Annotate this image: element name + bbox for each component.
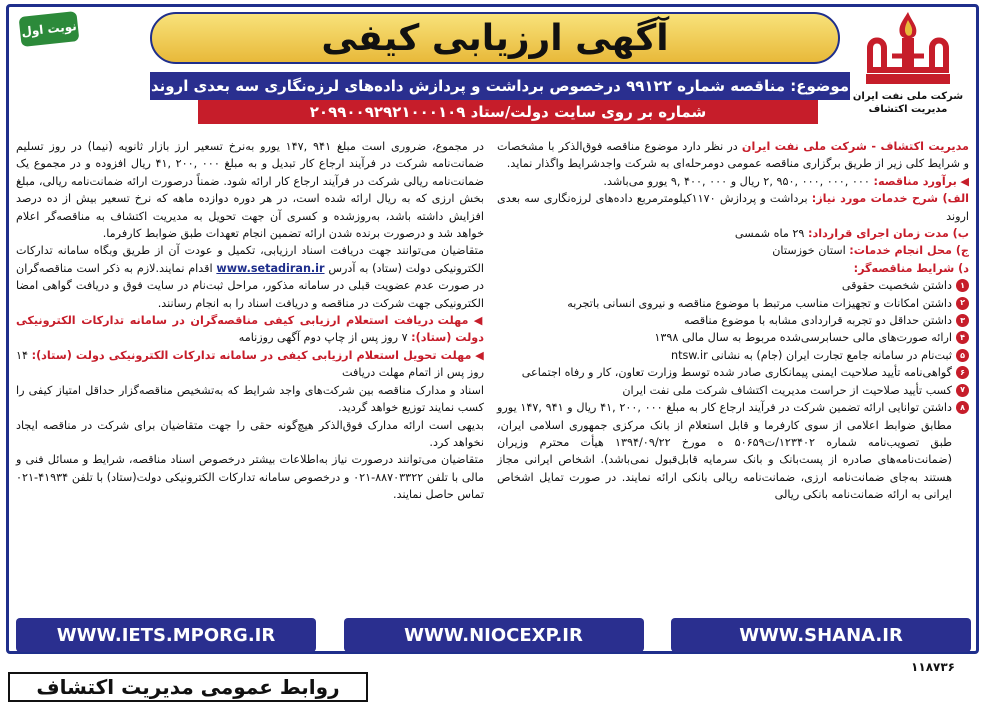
intro-text: در نظر دارد موضوع مناقصه فوق‌الذکر با مشخصات و شرایط کلی زیر از طریق برگزاری مناقصه عمومی دومرحله‌ای به شرکت واجدشرایط واگذار نماید. <box>497 140 969 171</box>
receive-deadline <box>16 312 484 347</box>
arrow-icon: ◀ <box>475 348 484 362</box>
condition-item <box>497 312 969 329</box>
documents-text-b: اقدام نمایند.لازم به ذکر است مناقصه‌گران در صورت عدم عضویت قبلی در سامانه مذکور، مراحل ثبت‌نام در سایت فوق و دریافت گواهی امضا الکترونیکی جهت شرکت در مناقصه و دریافت اسناد را به انجام رسانند. <box>16 261 484 310</box>
receive-label: مهلت دریافت استعلام ارزیابی کیفی مناقصه‌گران در سامانه تدارکات الکترونیکی دولت (ستاد): <box>16 314 484 345</box>
arrow-icon: ◀ <box>960 174 969 188</box>
location-line <box>497 242 969 259</box>
condition-text: داشتن شخصیت حقوقی <box>841 279 952 293</box>
condition-text: ثبت‌نام در سامانه جامع تجارت ایران (جام) به نشانی ntsw.ir <box>670 348 952 362</box>
left-column <box>16 138 484 504</box>
number-badge-icon: ۸ <box>956 401 969 414</box>
conditions-label: د) شرایط مناقصه‌گر: <box>853 261 969 275</box>
url-strip <box>16 618 971 652</box>
ad-code: ۱۱۸۷۳۶ <box>911 660 955 674</box>
number-badge-icon: ۲ <box>956 297 969 310</box>
niocexp-link[interactable]: WWW.NIOCEXP.IR <box>344 618 644 652</box>
duration-label: ب) مدت زمان اجرای قرارداد: <box>808 227 969 241</box>
logo-company-name: شرکت ملی نفت ایران <box>852 91 964 102</box>
condition-item <box>497 295 969 312</box>
conditions-heading <box>497 260 969 277</box>
intro-paragraph <box>497 138 969 173</box>
deliver-text: ۱۴ روز پس از اتمام مهلت دریافت <box>16 348 484 380</box>
estimate-line <box>497 173 969 190</box>
condition-text: داشتن حداقل دو تجربه قراردادی مشابه با موضوع مناقصه <box>684 314 952 328</box>
condition-item <box>497 382 969 399</box>
no-right-paragraph: بدیهی است ارائه مدارک فوق‌الذکر هیچ‌گونه حقی را جهت متقاضیان برای شرکت در مناقصه ایجاد نخواهد کرد. <box>16 418 484 449</box>
number-badge-icon: ۱ <box>956 279 969 292</box>
duration-text: ۲۹ ماه شمسی <box>734 227 805 241</box>
number-badge-icon: ۴ <box>956 331 969 344</box>
contact-paragraph: متقاضیان می‌توانند درصورت نیاز به‌اطلاعات بیشتر درخصوص اسناد مناقصه، شرایط و مسائل فنی و مالی با تلفن ۸۸۷۰۳۳۲۲-۰۲۱ و درخصوص سامانه تدارکات الکترونیکی دولت(ستاد) با تلفن ۴۱۹۳۴-۰۲۱ تماس حاصل نمایند. <box>16 453 484 502</box>
estimate-label: برآورد مناقصه: <box>873 174 957 188</box>
condition-item <box>497 277 969 294</box>
condition-text: ارائه صورت‌های مالی حسابرسی‌شده مربوط به سال مالی ۱۳۹۸ <box>654 331 952 345</box>
setadiran-link[interactable]: www.setadiran.ir <box>216 261 325 275</box>
receive-text: ۷ روز پس از چاپ دوم آگهی روزنامه <box>238 331 408 345</box>
deliver-label: مهلت تحویل استعلام ارزیابی کیفی در سامانه تدارکات الکترونیکی دولت (ستاد): <box>31 348 472 362</box>
public-relations-footer: روابط عمومی مدیریت اکتشاف <box>8 672 368 702</box>
scope-line <box>497 190 969 225</box>
guarantee-paragraph: در مجموع، ضروری است مبلغ ۹۴۱ ,۱۴۷ یورو به‌نرخ تسعیر ارز بازار ثانویه (نیما) در روز تسلیم ضمانت‌نامه شرکت در فرآیند ارجاع کار تبدیل و به مبلغ ۰۰۰ ,۲۰۰ ,۴۱ ریال افزوده و در مجموع یک ضمانت‌نامه ریالی شرکت در فرآیند ارجاع کار ارائه شود. ضمناً درصورت ارائه ضمانت‌نامه ریالی، مبلغ بخش ارزی که به ریال ارائه شده است، در هر دوره دوازده ماهه که نرخ تسعیر بیش از ده درصد افزایش داشته باشد، به‌روزشده و کسری آن جهت تحویل به مدیریت اکتشاف به مناقصه‌گر اعلام خواهد شد و درصورت برنده شدن ارائه تضمین انجام تعهدات طبق ضوابط کارفرما. <box>16 140 484 241</box>
documents-paragraph <box>16 242 484 312</box>
number-badge-icon: ۳ <box>956 314 969 327</box>
condition-text: داشتن امکانات و تجهیزات مناسب مرتبط با موضوع مناقصه و نیروی انسانی باتجربه <box>567 296 952 310</box>
condition-text: داشتن توانایی ارائه تضمین شرکت در فرآیند ارجاع کار به مبلغ ۰۰۰ ,۲۰۰ ,۴۱ ریال و ۹۴۱ ,۱۴۷ یورو مطابق ضوابط اعلامی از سوی کارفرما و قابل استعلام از بانک مرکزی جمهوری اسلامی ایران، طبق تصویب‌نامه شماره ۱۲۳۴۰۲/ت۵۰۶۵۹ ه مورخ ۱۳۹۴/۰۹/۲۲ هیأت محترم وزیران (ضمانت‌نامه‌های صادره از پست‌بانک و بانک سرمایه قابل‌قبول نمی‌باشد). اشخاص ایرانی مجاز هستند به‌جای ضمانت‌نامه ارزی، ضمانت‌نامه ریالی بانکی ارائه نمایند. در صورت تمایل اشخاص ایرانی به ارائه ضمانت‌نامه بانکی ریالی <box>497 401 952 502</box>
subject-banner: موضوع: مناقصه شماره ۹۹۱۲۲ درخصوص برداشت و پردازش داده‌های لرزه‌نگاری سه بعدی اروند <box>150 72 850 100</box>
condition-text: کسب تأیید صلاحیت از حراست مدیریت اکتشاف شرکت ملی نفت ایران <box>622 383 952 397</box>
scope-text: برداشت و پردازش ۱۱۷۰کیلومترمربع داده‌های لرزه‌نگاری سه بعدی اروند <box>497 192 969 223</box>
title-banner <box>150 12 840 64</box>
number-badge-icon: ۷ <box>956 384 969 397</box>
flame-tower-logo-icon <box>862 8 954 90</box>
iets-link[interactable]: WWW.IETS.MPORG.IR <box>16 618 316 652</box>
distribution-paragraph: اسناد و مدارک مناقصه بین شرکت‌های واجد شرایط که به‌تشخیص مناقصه‌گزار حداقل امتیاز کیفی را کسب نمایند توزیع خواهد گردید. <box>16 383 484 415</box>
estimate-text: ۰۰۰ ,۰۰۰ ,۰۰۰ ,۹۵۰ ,۲ ریال و ۰۰۰ ,۴۰۰ ,۹ یورو می‌باشد. <box>603 174 870 188</box>
condition-item <box>497 329 969 346</box>
location-text: استان خوزستان <box>772 244 846 258</box>
shana-link[interactable]: WWW.SHANA.IR <box>671 618 971 652</box>
arrow-icon: ◀ <box>473 314 485 328</box>
number-badge-icon: ۶ <box>956 366 969 379</box>
page-title: آگهی ارزیابی کیفی <box>321 17 669 59</box>
documents-text-a: متقاضیان می‌توانند جهت دریافت اسناد ارزیابی، تکمیل و عودت آن از طریق وبگاه سامانه تدارکات الکترونیکی دولت (ستاد) به آدرس <box>16 244 484 275</box>
tender-number-banner: شماره بر روی سایت دولت/ستاد ۲۰۹۹۰۰۹۲۹۲۱۰۰۰۱۰۹ <box>198 100 818 124</box>
right-column <box>497 138 969 504</box>
intro-highlight: مدیریت اکتشاف - شرکت ملی نفت ایران <box>741 140 969 153</box>
deliver-deadline <box>16 347 484 382</box>
duration-line <box>497 225 969 242</box>
condition-text: گواهی‌نامه تأیید صلاحیت ایمنی پیمانکاری صادر شده توسط وزارت تعاون، کار و رفاه اجتماعی <box>521 366 952 380</box>
number-badge-icon: ۵ <box>956 349 969 362</box>
first-notice-badge: نوبت اول <box>19 11 80 47</box>
logo-department-name: مدیریت اکتشاف <box>868 104 948 115</box>
condition-item <box>497 347 969 364</box>
location-label: ج) محل انجام خدمات: <box>849 244 969 258</box>
scope-label: الف) شرح خدمات مورد نیاز: <box>811 192 969 206</box>
company-logo <box>843 8 973 128</box>
condition-item <box>497 399 969 503</box>
condition-item <box>497 364 969 381</box>
